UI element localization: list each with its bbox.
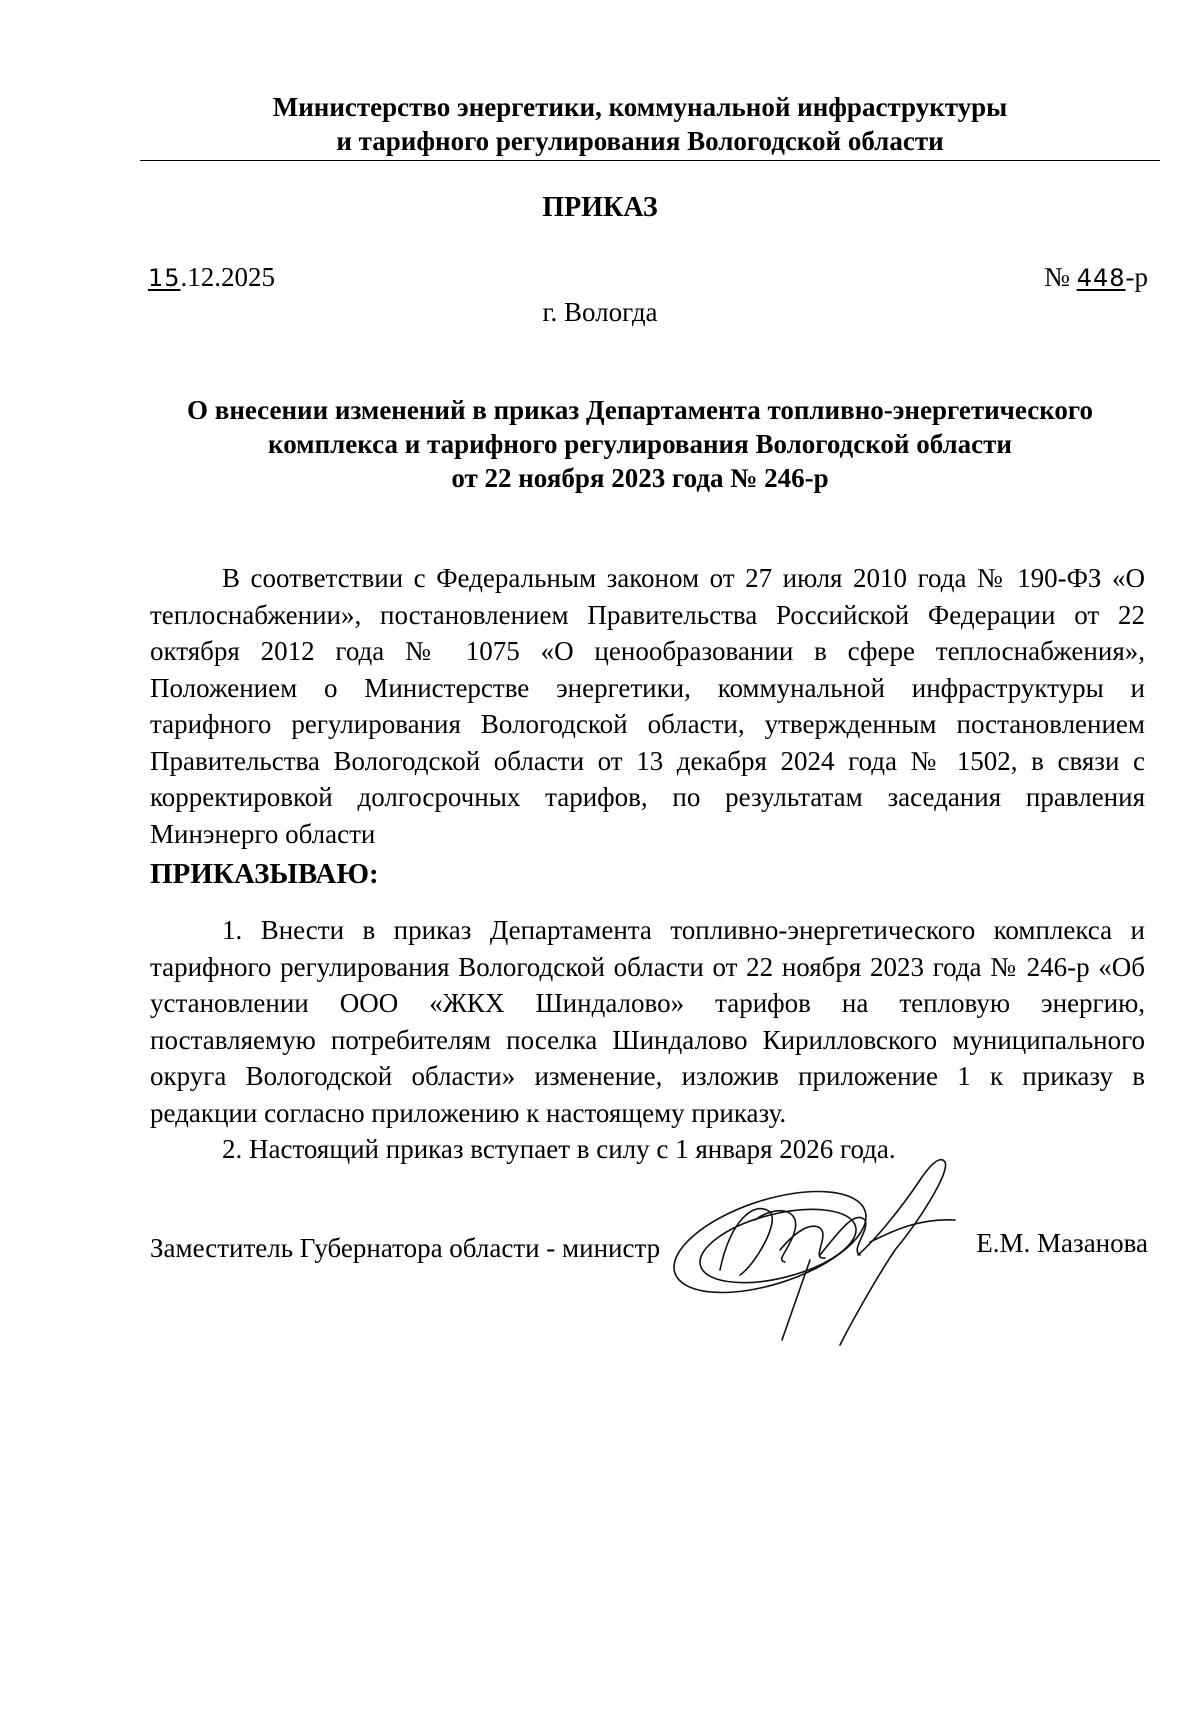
subject-line1: О внесении изменений в приказ Департамента топливно-энергетического — [186, 395, 1093, 425]
decree-word: ПРИКАЗЫВАЮ: — [150, 858, 379, 890]
order-item-2: 2. Настоящий приказ вступает в силу с 1 января 2026 года. — [222, 1134, 896, 1164]
subject-line3: от 22 ноября 2023 года № 246-р — [451, 463, 829, 493]
preamble-paragraph: В соответствии с Федеральным законом от 27 июля 2010 года № 190-ФЗ «О теплоснабжении», постановлением Правительства Российской Федерации от 22 октября 2012 года № 1075 «О ценообразовании в сфере теплоснабжения», Положением о Министерстве энергетики, коммунальной инфраструктуры и тарифного регулирования Вологодской области, утвержденным постановлением Правительства Вологодской области от 13 декабря 2024 года № 1502, в связи с корректировкой долгосрочных тарифов, по результатам заседания правления Минэнерго области — [150, 563, 1145, 849]
city-of-issue: г. Вологда — [542, 297, 658, 327]
handwritten-signature — [660, 1150, 990, 1350]
header-divider — [140, 160, 1160, 161]
number-suffix: -р — [1125, 262, 1148, 292]
document-number — [1044, 262, 1148, 293]
subject-line2: комплекса и тарифного регулирования Вологодской области — [268, 429, 1012, 459]
document-title: ПРИКАЗ — [542, 192, 658, 223]
order-item-1: 1. Внести в приказ Департамента топливно-энергетического комплекса и тарифного регулирования Вологодской области от 22 ноября 2023 года № 246-р «Об установлении ООО «ЖКХ Шиндалово» тарифов на тепловую энергию, поставляемую потребителям поселка Шиндалово Кирилловского муниципального округа Вологодской области» изменение, изложив приложение 1 к приказу в редакции согласно приложению к настоящему приказу. — [150, 915, 1145, 1128]
document-date — [148, 262, 275, 293]
organization-header — [140, 90, 1140, 158]
signer-position: Заместитель Губернатора области - министр — [150, 1233, 661, 1263]
signer-name: Е.М. Мазанова — [976, 1228, 1148, 1258]
number-prefix: № — [1044, 262, 1077, 292]
document-body — [150, 560, 1145, 1168]
date-day-handwritten: 15 — [148, 264, 181, 292]
document-subject — [140, 393, 1140, 495]
org-name-line2: и тарифного регулирования Вологодской области — [336, 126, 944, 156]
date-month-year: .12.2025 — [180, 262, 276, 292]
number-handwritten: 448 — [1076, 264, 1126, 292]
org-name-line1: Министерство энергетики, коммунальной инфраструктуры — [272, 92, 1008, 122]
